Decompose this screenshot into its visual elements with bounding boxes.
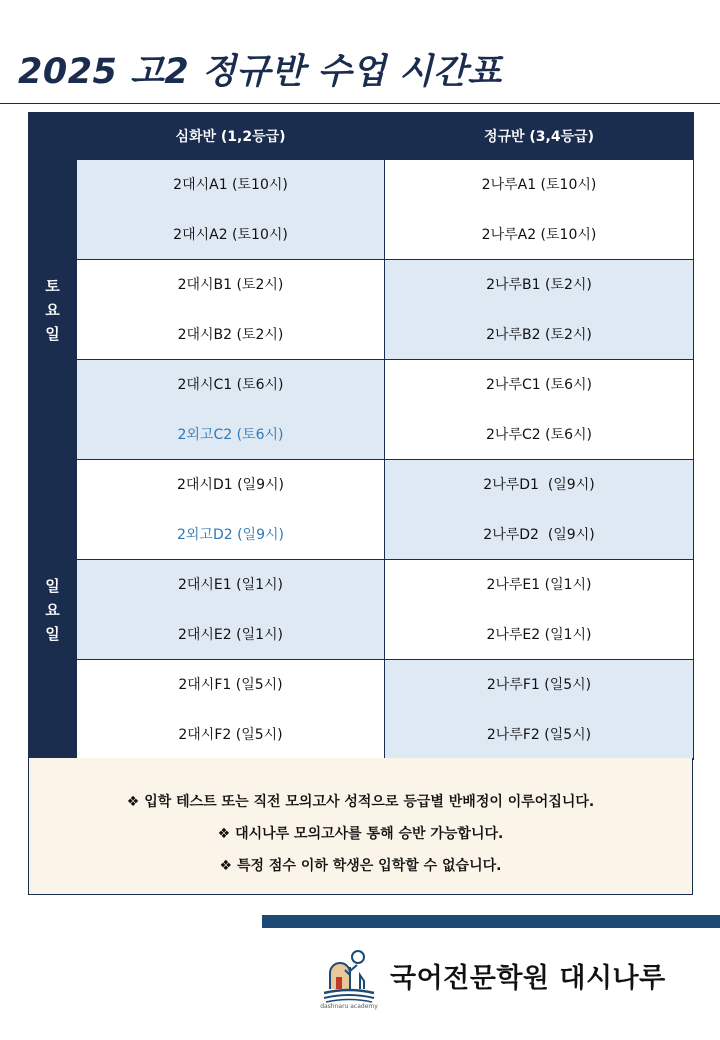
class-cell xyxy=(77,560,385,660)
class-name: 2나루C1 (토6시) xyxy=(486,376,592,393)
class-name: 2대시B1 (토2시) xyxy=(177,276,284,293)
class-cell xyxy=(385,260,694,360)
table-row xyxy=(29,460,694,560)
class-name: 2대시A1 (토10시) xyxy=(173,176,288,193)
class-name: 2나루F1 (일5시) xyxy=(486,676,592,693)
class-name: 2대시F1 (일5시) xyxy=(178,676,283,693)
class-cell xyxy=(77,360,385,460)
note-promotion: ❖ 대시나루 모의고사를 통해 승반 가능합니다. xyxy=(217,826,504,842)
class-cell xyxy=(77,460,385,560)
class-name: 2대시C1 (토6시) xyxy=(177,376,284,393)
class-name: 2나루E1 (일1시) xyxy=(486,576,592,593)
table-row xyxy=(29,360,694,460)
class-name: 2대시F2 (일5시) xyxy=(178,726,283,743)
table-header-row xyxy=(29,113,694,160)
title-divider xyxy=(0,103,720,104)
class-name-highlighted: 2외고D2 (일9시) xyxy=(177,526,284,543)
notes-box xyxy=(28,758,693,895)
class-name: 2나루D1 (일9시) xyxy=(483,476,595,493)
class-cell xyxy=(77,260,385,360)
class-name: 2대시E2 (일1시) xyxy=(177,626,284,643)
class-cell xyxy=(385,460,694,560)
header-regular: 정규반 (3,4등급) xyxy=(385,113,694,160)
brand-name: 국어전문학원 대시나루 xyxy=(390,963,666,994)
class-name: 2나루C2 (토6시) xyxy=(486,426,592,443)
class-name: 2나루B2 (토2시) xyxy=(486,326,592,343)
class-cell xyxy=(385,160,694,260)
class-cell xyxy=(385,660,694,760)
class-name: 2나루E2 (일1시) xyxy=(486,626,592,643)
class-name: 2나루F2 (일5시) xyxy=(486,726,592,743)
class-cell xyxy=(385,560,694,660)
note-placement: ❖ 입학 테스트 또는 직전 모의고사 성적으로 등급별 반배정이 이루어집니다. xyxy=(126,794,595,810)
note-restriction: ❖ 특정 점수 이하 학생은 입학할 수 없습니다. xyxy=(219,858,502,874)
page-title: 2025 고2 정규반 수업 시간표 xyxy=(18,52,502,92)
table-row xyxy=(29,560,694,660)
class-name: 2나루A1 (토10시) xyxy=(481,176,597,193)
day-label-text: 일 요 일 xyxy=(45,576,60,643)
header-advanced: 심화반 (1,2등급) xyxy=(77,113,385,160)
class-cell xyxy=(77,160,385,260)
schedule-table xyxy=(28,112,694,760)
class-name: 2대시D1 (일9시) xyxy=(177,476,284,493)
class-name: 2나루D2 (일9시) xyxy=(483,526,595,543)
table-row xyxy=(29,660,694,760)
class-name: 2나루B1 (토2시) xyxy=(486,276,592,293)
class-name: 2대시B2 (토2시) xyxy=(177,326,284,343)
class-name: 2나루A2 (토10시) xyxy=(481,226,597,243)
footer-accent-bar xyxy=(262,915,720,928)
class-name: 2대시E1 (일1시) xyxy=(177,576,284,593)
day-label-saturday xyxy=(29,160,77,460)
logo-caption: dashnaru academy xyxy=(320,1003,378,1010)
class-cell xyxy=(77,660,385,760)
class-name-highlighted: 2외고C2 (토6시) xyxy=(177,426,284,443)
table-row xyxy=(29,260,694,360)
class-cell xyxy=(385,360,694,460)
class-name: 2대시A2 (토10시) xyxy=(173,226,288,243)
header-corner xyxy=(29,113,77,160)
table-row xyxy=(29,160,694,260)
day-label-sunday xyxy=(29,460,77,760)
academy-logo-icon xyxy=(320,945,378,1011)
day-label-text: 토 요 일 xyxy=(45,276,60,343)
